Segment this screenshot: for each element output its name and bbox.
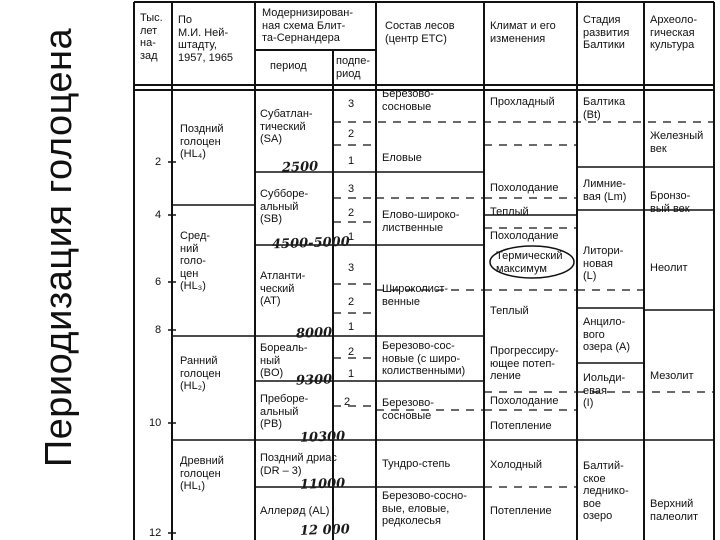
baltic-cell: Анцило- вого озера (А) <box>583 316 630 353</box>
subperiod-number: 2 <box>348 207 355 219</box>
age-tick-label: 4 <box>155 209 162 221</box>
forest-cell: Тундро-степь <box>382 458 451 470</box>
climate-cell: Похолодание <box>490 395 559 407</box>
baltic-cell: Литори- новая (L) <box>583 245 624 282</box>
forest-cell: Березово- сосновые <box>382 88 434 113</box>
neustadt-unit: Древний голоцен (HL₁) <box>180 455 224 492</box>
subperiod-number: 3 <box>348 183 355 195</box>
header-blytt: Модернизирован- ная схема Блит- та-Сернандера <box>262 7 354 44</box>
climate-cell: Теплый <box>490 305 529 317</box>
header-forest: Состав лесов (центр ЕТС) <box>385 20 455 45</box>
forest-cell: Березово- сосновые <box>382 397 434 422</box>
baltic-cell: Балтика (Bt) <box>583 96 626 121</box>
age-tick-label: 10 <box>149 417 162 429</box>
subperiod-number: 3 <box>348 98 355 110</box>
handwritten-date: 9300 <box>295 372 333 389</box>
period-cell: Поздний дриас (DR – 3) <box>260 452 337 477</box>
header-subperiod: подпе- риод <box>336 55 370 80</box>
forest-cell: Широколист- венные <box>382 283 449 308</box>
subperiod-number: 1 <box>348 321 355 333</box>
archaeo-cell: Неолит <box>650 262 688 274</box>
climate-cell: Похолодание <box>490 230 559 242</box>
neustadt-unit: Ранний голоцен (HL₂) <box>180 355 221 392</box>
subperiod-number: 2 <box>348 128 355 140</box>
subperiod-number: 2 <box>344 396 351 408</box>
subperiod-number: 1 <box>348 231 355 243</box>
forest-cell: Еловые <box>382 152 422 164</box>
header-age: Тыс. лет на- зад <box>140 12 163 62</box>
header-baltic: Стадия развития Балтики <box>583 14 630 51</box>
archaeo-cell: Железный век <box>650 130 704 155</box>
handwritten-date: 10300 <box>299 429 346 446</box>
subperiod-number: 2 <box>348 346 355 358</box>
climate-cell: Теплый <box>490 206 529 218</box>
period-cell: Атланти- ческий (AT) <box>260 270 306 307</box>
neustadt-unit: Поздний голоцен (HL₄) <box>180 123 224 160</box>
period-cell: Преборе- альный (PB) <box>260 393 309 430</box>
age-tick-label: 12 <box>149 527 162 539</box>
period-cell: Субатлан- тический (SA) <box>260 108 313 145</box>
header-neustadt: По М.И. Ней- штадту, 1957, 1965 <box>178 14 234 64</box>
archaeo-cell: Верхний палеолит <box>650 498 699 523</box>
handwritten-date: 12 000 <box>299 522 351 539</box>
climate-cell: Прохладный <box>490 96 555 108</box>
handwritten-date: 8000 <box>295 325 333 342</box>
archaeo-cell: Мезолит <box>650 370 694 382</box>
forest-cell: Березово-сосно- вые, еловые, редколесья <box>382 490 467 527</box>
climate-cell: Похолодание <box>490 182 559 194</box>
header-climate: Климат и его изменения <box>490 20 556 45</box>
climate-cell: Холодный <box>490 459 543 471</box>
period-cell: Субборе- альный (SB) <box>260 188 309 225</box>
climate-cell: Прогрессиру- ющее потеп- ление <box>490 345 559 382</box>
forest-cell: Елово-широко- лиственные <box>382 209 460 234</box>
climate-cell: Потепление <box>490 420 552 432</box>
handwritten-date: 2500 <box>281 159 319 176</box>
subperiod-number: 2 <box>348 296 355 308</box>
baltic-cell: Лимние- вая (Lm) <box>583 178 627 203</box>
handwritten-date: 4500-5000 <box>271 234 351 253</box>
climate-cell: Потепление <box>490 505 552 517</box>
header-archaeo: Археоло- гическая культура <box>650 14 698 51</box>
baltic-cell: Балтий- ское леднико- вое озеро <box>583 460 629 522</box>
archaeo-cell: Бронзо- вый век <box>650 190 691 215</box>
period-cell: Бореаль- ный (BO) <box>260 342 308 379</box>
neustadt-unit: Сред- ний голо- цен (HL₃) <box>180 230 211 292</box>
header-period: период <box>270 60 307 72</box>
handwritten-date: 11000 <box>299 476 346 493</box>
baltic-cell: Иольди- евая (I) <box>583 372 626 409</box>
age-tick-label: 6 <box>155 276 162 288</box>
subperiod-number: 1 <box>348 155 355 167</box>
age-tick-label: 8 <box>155 324 162 336</box>
subperiod-number: 1 <box>348 368 355 380</box>
climate-cell: Термический максимум <box>496 250 563 275</box>
age-tick-label: 2 <box>155 156 162 168</box>
subperiod-number: 3 <box>348 262 355 274</box>
forest-cell: Березово-сос- новые (с широ- колиственными) <box>382 340 466 377</box>
period-cell: Аллерøд (AL) <box>260 505 330 517</box>
side-title: Периодизация голоцена <box>38 27 81 467</box>
